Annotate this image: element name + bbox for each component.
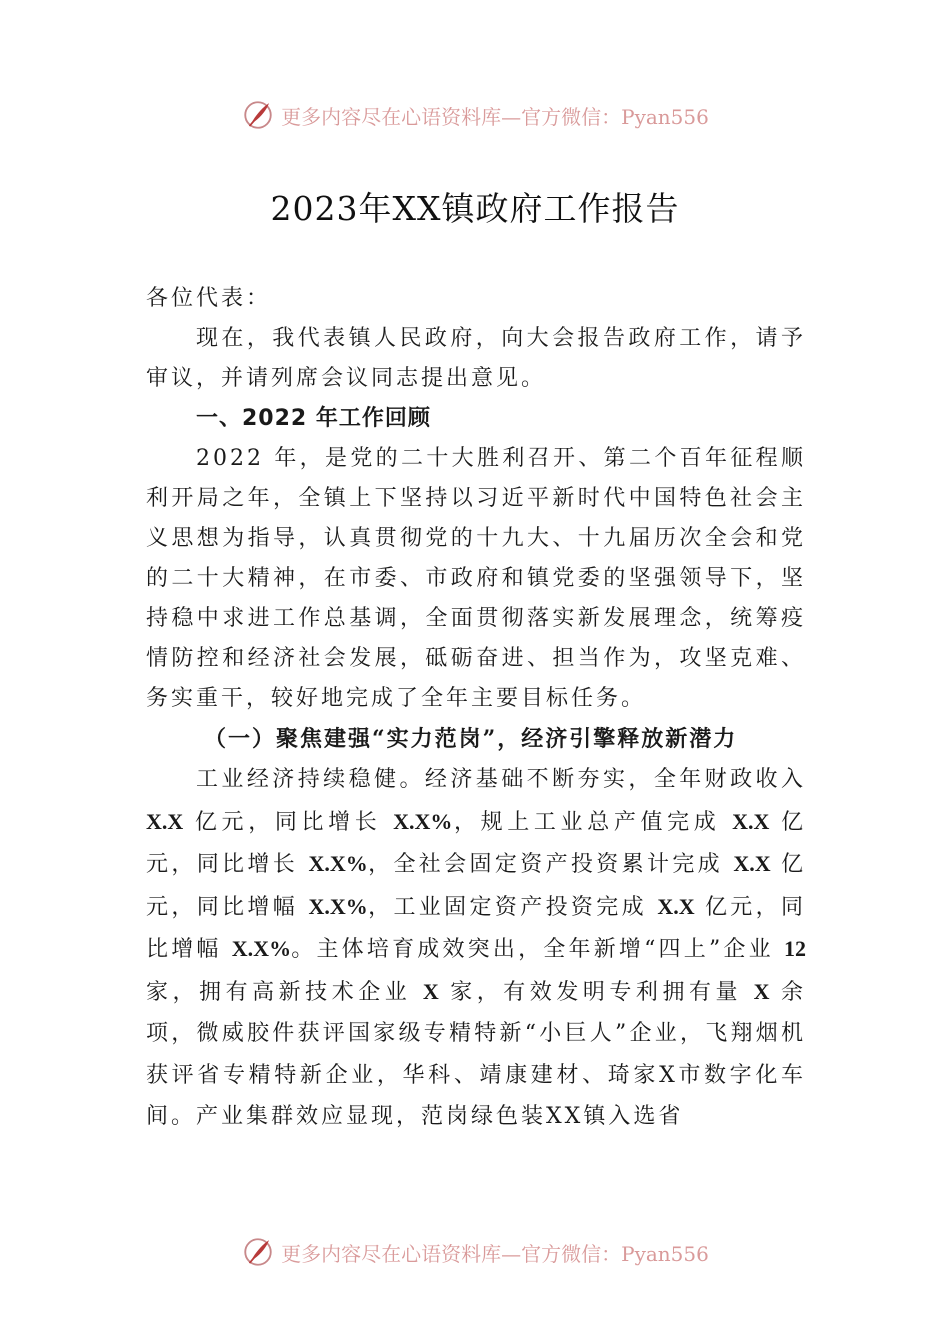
subsection-heading-economy: （一）聚焦建强“实力范岗”，经济引擎释放新潜力 bbox=[204, 726, 738, 752]
footer-watermark bbox=[0, 1232, 950, 1272]
greeting: 各位代表： bbox=[146, 286, 272, 311]
quill-pen-logo-icon bbox=[241, 98, 275, 132]
review-paragraph: 2022 年，是党的二十大胜利召开、第二个百年征程顺利开局之年，全镇上下坚持以习近平新时代中国特色社会主义思想为指导，认真贯彻党的十九大、十九届历次全会和党的二十大精神，在市委、市政府和镇党委的坚强领导下，坚持稳中求进工作总基调，全面贯彻落实新发展理念，统筹疫情防控和经济社会发展，砥砺奋进、担当作为，攻坚克难、务实重干，较好地完成了全年主要目标任务。 bbox=[146, 446, 806, 711]
watermark-text: 更多内容尽在心语资料库—官方微信：Pyan556 bbox=[281, 1241, 709, 1266]
intro-paragraph: 现在，我代表镇人民政府，向大会报告政府工作，请予审议，并请列席会议同志提出意见。 bbox=[146, 326, 806, 391]
section-heading-review: 一、2022 年工作回顾 bbox=[196, 406, 431, 431]
watermark-text: 更多内容尽在心语资料库—官方微信：Pyan556 bbox=[281, 104, 709, 129]
quill-pen-logo-icon bbox=[241, 1235, 275, 1269]
document-title: 2023年XX镇政府工作报告 bbox=[270, 189, 680, 228]
header-watermark bbox=[0, 95, 950, 135]
economy-paragraph: 工业经济持续稳健。经济基础不断夯实，全年财政收入 X.X 亿元，同比增长 X.X%，规上工业总产值完成 X.X 亿元，同比增长 X.X%，全社会固定资产投资累计完成 X.X 亿元，同比增幅 X.X%，工业固定资产投资完成 X.X 亿元，同比增幅 X.X%。主体培育成效突出，全年新增“四上”企业 12 家，拥有高新技术企业 X 家，有效发明专利拥有量 X 余项，微威胶件获评国家级专精特新“小巨人”企业，飞翔烟机获评省专精特新企业，华科、靖康建材、琦家X市数字化车间。产业集群效应显现，范岗绿色装XX镇入选省 bbox=[146, 767, 807, 1129]
document-body bbox=[146, 279, 806, 1138]
